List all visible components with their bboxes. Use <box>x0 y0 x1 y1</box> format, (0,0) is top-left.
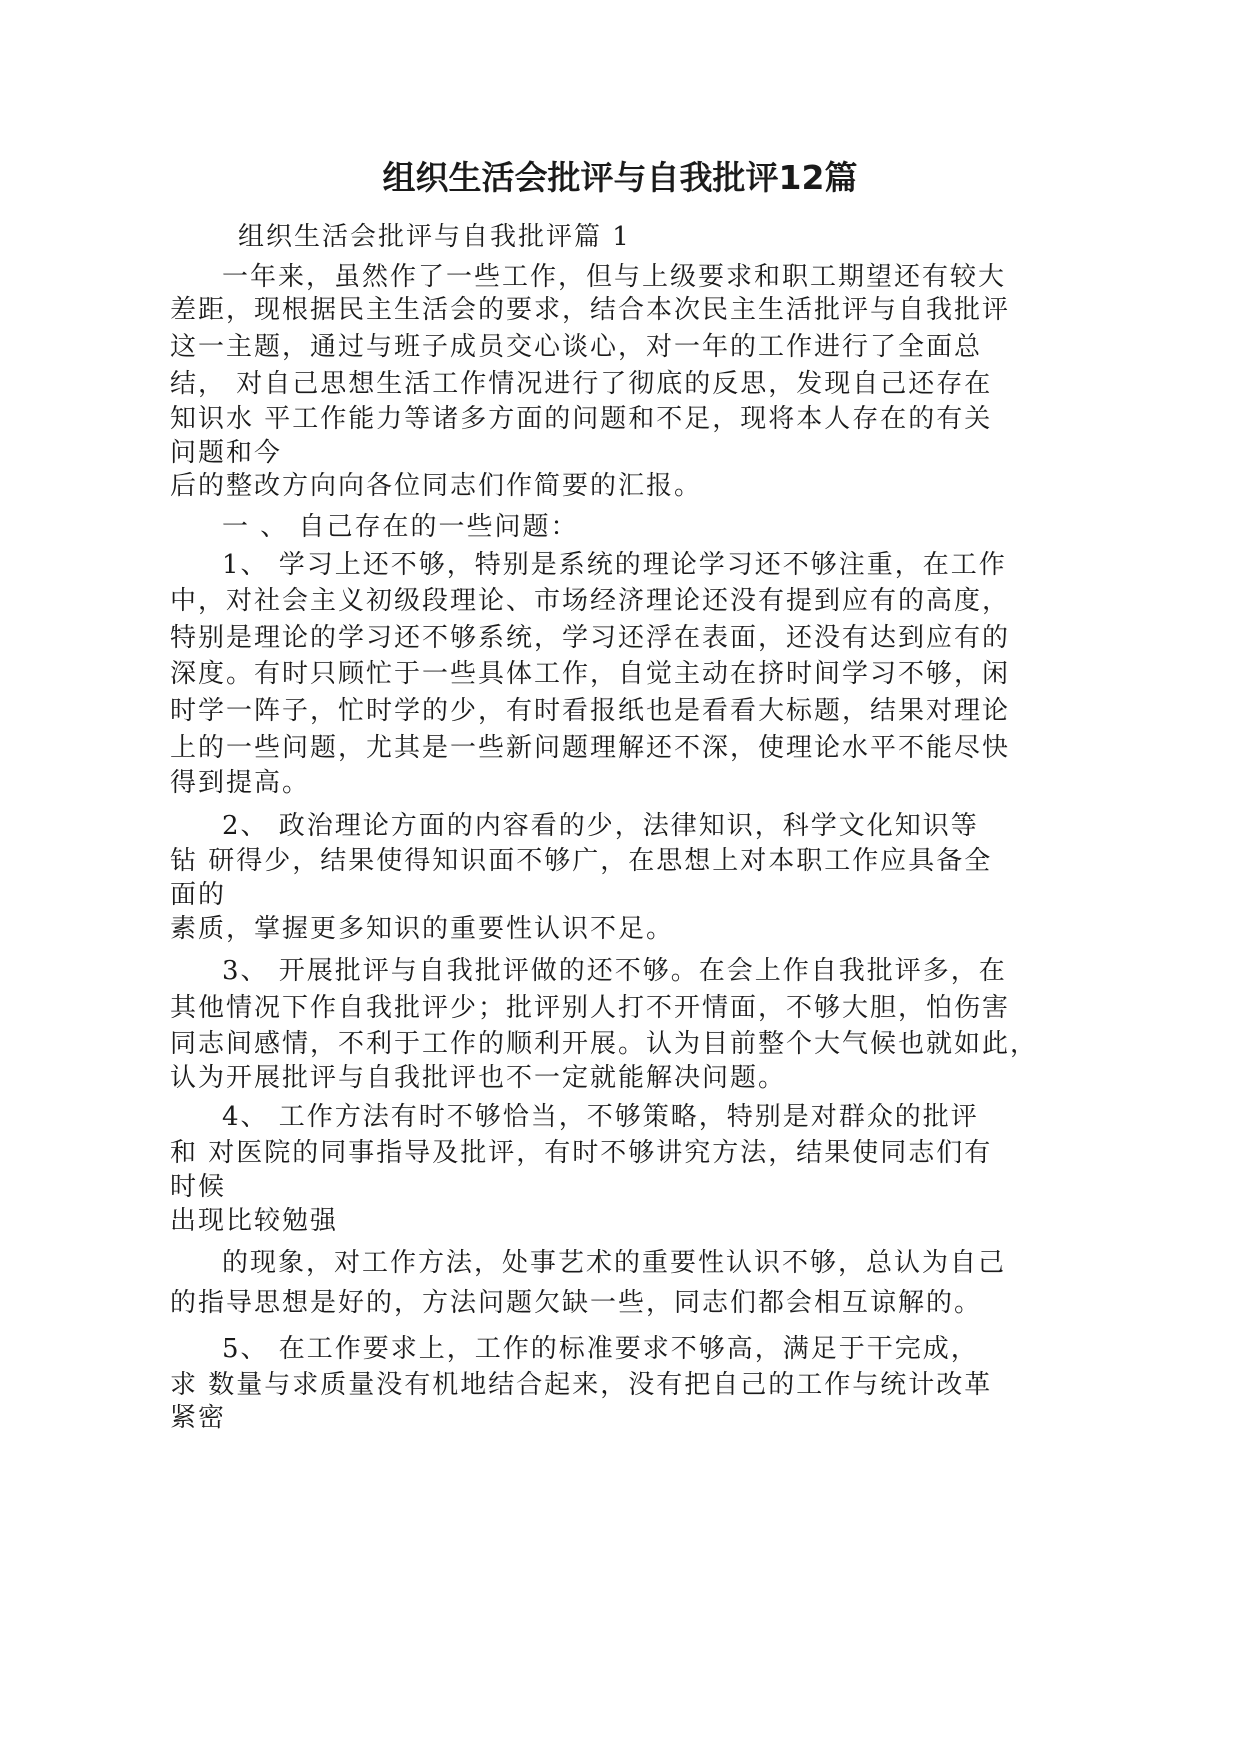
paragraph-line: 中，对社会主义初级段理论、市场经济理论还没有提到应有的高度， <box>170 586 1011 616</box>
paragraph-line: 同志间感情，不利于工作的顺利开展。认为目前整个大气候也就如此， <box>170 1029 1039 1059</box>
paragraph-line: 钻 研得少，结果使得知识面不够广，在思想上对本职工作应具备全 <box>170 846 993 876</box>
paragraph-line: 差距，现根据民主生活会的要求，结合本次民主生活批评与自我批评 <box>170 295 1011 325</box>
paragraph-line: 时学一阵子，忙时学的少，有时看报纸也是看看大标题，结果对理论 <box>170 696 1011 726</box>
paragraph-line: 上的一些问题，尤其是一些新问题理解还不深，使理论水平不能尽快 <box>170 733 1011 763</box>
paragraph-line: 出现比较勉强 <box>170 1206 339 1236</box>
section-heading: 一 、 自己存在的一些问题： <box>222 512 579 542</box>
section-heading: 组织生活会批评与自我批评篇 1 <box>238 222 631 252</box>
paragraph-line: 的指导思想是好的，方法问题欠缺一些，同志们都会相互谅解的。 <box>170 1288 983 1318</box>
paragraph-line: 的现象，对工作方法，处事艺术的重要性认识不够，总认为自己 <box>222 1248 1007 1278</box>
paragraph-line: 面的 <box>170 880 227 910</box>
paragraph-line: 问题和今 <box>170 438 283 468</box>
paragraph-line: 求 数量与求质量没有机地结合起来，没有把自己的工作与统计改革 <box>170 1370 993 1400</box>
paragraph-line: 这一主题，通过与班子成员交心谈心，对一年的工作进行了全面总 <box>170 332 983 362</box>
paragraph-line: 认为开展批评与自我批评也不一定就能解决问题。 <box>170 1063 787 1093</box>
paragraph-line: 素质，掌握更多知识的重要性认识不足。 <box>170 914 675 944</box>
paragraph-line: 深度。有时只顾忙于一些具体工作，自觉主动在挤时间学习不够，闲 <box>170 659 1011 689</box>
paragraph-line: 特别是理论的学习还不够系统，学习还浮在表面，还没有达到应有的 <box>170 623 1011 653</box>
paragraph-line: 5、 在工作要求上，工作的标准要求不够高，满足于干完成， <box>222 1334 979 1364</box>
paragraph-line: 3、 开展批评与自我批评做的还不够。在会上作自我批评多，在 <box>222 956 1007 986</box>
paragraph-line: 知识水 平工作能力等诸多方面的问题和不足，现将本人存在的有关 <box>170 404 993 434</box>
paragraph-line: 时候 <box>170 1172 227 1202</box>
paragraph-line: 结， 对自己思想生活工作情况进行了彻底的反思，发现自己还存在 <box>170 369 993 399</box>
paragraph-line: 一年来，虽然作了一些工作，但与上级要求和职工期望还有较大 <box>222 262 1007 292</box>
paragraph-line: 和 对医院的同事指导及批评，有时不够讲究方法，结果使同志们有 <box>170 1138 993 1168</box>
paragraph-line: 1、 学习上还不够，特别是系统的理论学习还不够注重，在工作 <box>222 550 1007 580</box>
paragraph-line: 4、 工作方法有时不够恰当，不够策略，特别是对群众的批评 <box>222 1102 979 1132</box>
paragraph-line: 得到提高。 <box>170 768 311 798</box>
paragraph-line: 其他情况下作自我批评少；批评别人打不开情面，不够大胆，怕伤害 <box>170 993 1011 1023</box>
paragraph-line: 2、 政治理论方面的内容看的少，法律知识，科学文化知识等 <box>222 811 979 841</box>
document-title: 组织生活会批评与自我批评12篇 <box>382 158 858 197</box>
paragraph-line: 紧密 <box>170 1403 227 1433</box>
paragraph-line: 后的整改方向向各位同志们作简要的汇报。 <box>170 471 703 501</box>
